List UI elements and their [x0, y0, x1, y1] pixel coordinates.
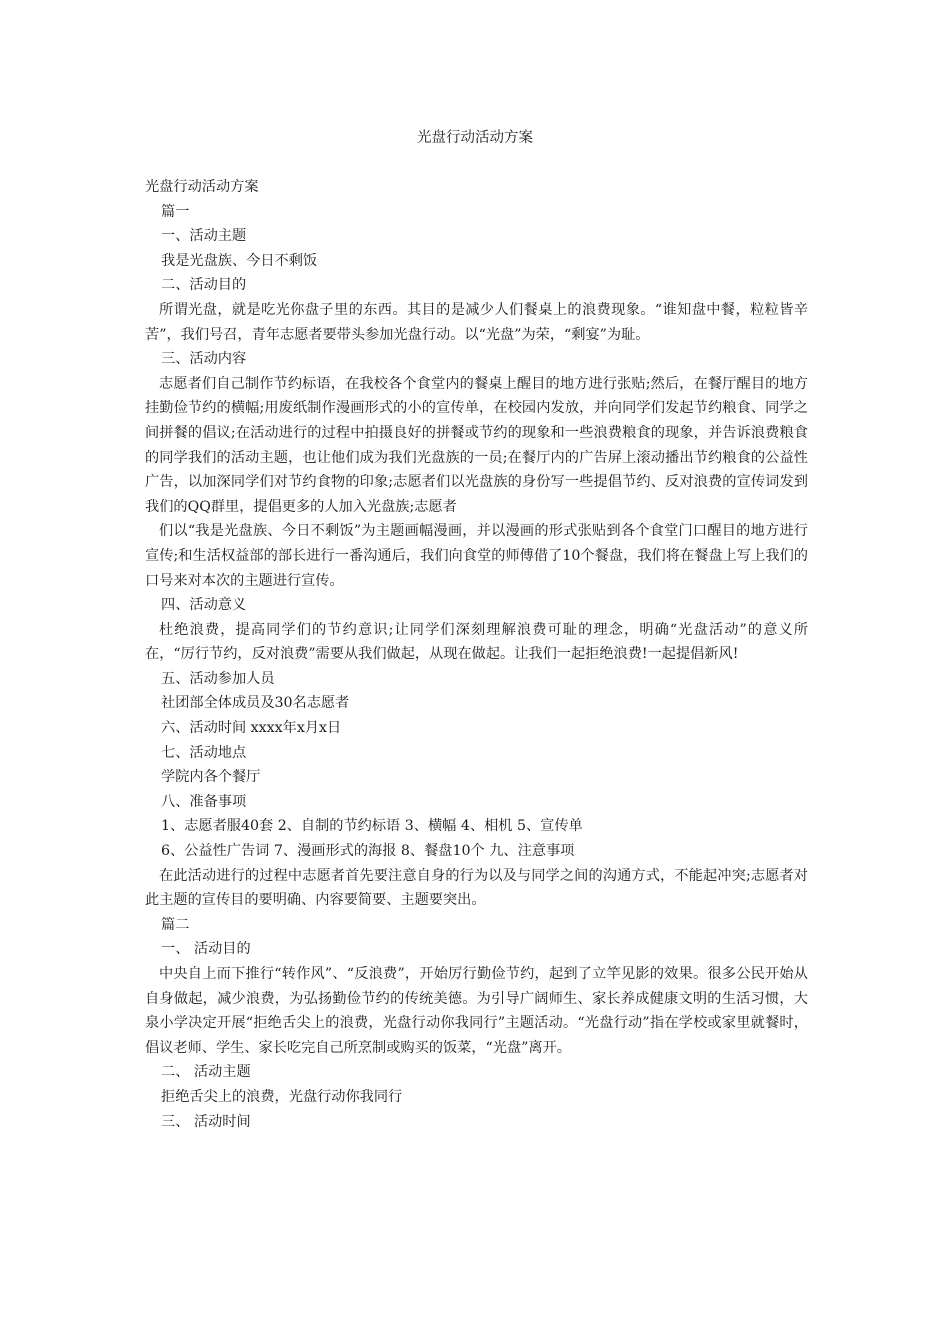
document-body [145, 175, 808, 1134]
section-heading: 一、 活动目的 [161, 941, 251, 958]
paragraph: 杜绝浪费，提高同学们的节约意识;让同学们深刻理解浪费可耻的理念，明确“光盘活动”的意义所在，“厉行节约，反对浪费”需要从我们做起，从现在做起。让我们一起拒绝浪费!一起提倡新风! [145, 621, 808, 663]
text-line: 6、公益性广告词 7、漫画形式的海报 8、餐盘10个 九、注意事项 [161, 843, 575, 860]
section-heading: 二、活动目的 [161, 277, 247, 294]
paragraph: 所谓光盘，就是吃光你盘子里的东西。其目的是减少人们餐桌上的浪费现象。“谁知盘中餐，粒粒皆辛苦”，我们号召，青年志愿者要带头参加光盘行动。以“光盘”为荣，“剩宴”为耻。 [145, 301, 808, 343]
part-heading: 篇二 [161, 916, 190, 933]
section-heading: 六、活动时间 xxxx年x月x日 [161, 720, 342, 737]
section-heading: 一、活动主题 [161, 228, 247, 245]
subtitle: 光盘行动活动方案 [145, 179, 259, 195]
section-heading: 三、活动内容 [161, 351, 247, 368]
text-line: 拒绝舌尖上的浪费，光盘行动你我同行 [161, 1088, 403, 1105]
paragraph: 在此活动进行的过程中志愿者首先要注意自身的行为以及与同学之间的沟通方式，不能起冲突;志愿者对此主题的宣传目的要明确、内容要简要、主题要突出。 [145, 867, 808, 909]
paragraph: 志愿者们自己制作节约标语，在我校各个食堂内的餐桌上醒目的地方进行张贴;然后，在餐厅醒目的地方挂勤俭节约的横幅;用废纸制作漫画形式的小的宣传单，在校园内发放，并向同学们发起节约粮食、同学之间拼餐的倡议;在活动进行的过程中拍摄良好的拼餐或节约的现象和一些浪费粮食的现象，并告诉浪费粮食的同学我们的活动主题，也让他们成为我们光盘族的一员;在餐厅内的广告屏上滚动播出节约粮食的公益性广告，以加深同学们对节约食物的印象;志愿者们以光盘族的身份写一些提倡节约、反对浪费的宣传词发到我们的QQ群里，提倡更多的人加入光盘族;志愿者 [145, 375, 808, 515]
section-heading: 八、准备事项 [161, 793, 247, 810]
section-heading: 七、活动地点 [161, 744, 247, 761]
text-line: 1、志愿者服40套 2、自制的节约标语 3、横幅 4、相机 5、宣传单 [161, 818, 583, 835]
section-heading: 二、 活动主题 [161, 1064, 251, 1081]
text-line: 我是光盘族、今日不剩饭 [161, 252, 318, 269]
section-heading: 三、 活动时间 [161, 1113, 251, 1130]
paragraph: 们以“我是光盘族、今日不剩饭”为主题画幅漫画，并以漫画的形式张贴到各个食堂门口醒目的地方进行宣传;和生活权益部的部长进行一番沟通后，我们向食堂的师傅借了10个餐盘，我们将在餐盘上写上我们的口号来对本次的主题进行宣传。 [145, 523, 808, 589]
text-line: 社团部全体成员及30名志愿者 [161, 695, 350, 712]
section-heading: 五、活动参加人员 [161, 670, 275, 687]
part-heading: 篇一 [161, 203, 190, 220]
paragraph: 中央自上而下推行“转作风”、“反浪费”，开始厉行勤俭节约，起到了立竿见影的效果。很多公民开始从自身做起，减少浪费，为弘扬勤俭节约的传统美德。为引导广阔师生、家长养成健康文明的生活习惯，大泉小学决定开展“拒绝舌尖上的浪费，光盘行动你我同行”主题活动。“光盘行动”指在学校或家里就餐时，倡议老师、学生、家长吃完自己所烹制或购买的饭菜，“光盘”离开。 [145, 966, 808, 1056]
text-line: 学院内各个餐厅 [161, 769, 261, 786]
section-heading: 四、活动意义 [161, 597, 247, 614]
document-title: 光盘行动活动方案 [417, 130, 533, 146]
